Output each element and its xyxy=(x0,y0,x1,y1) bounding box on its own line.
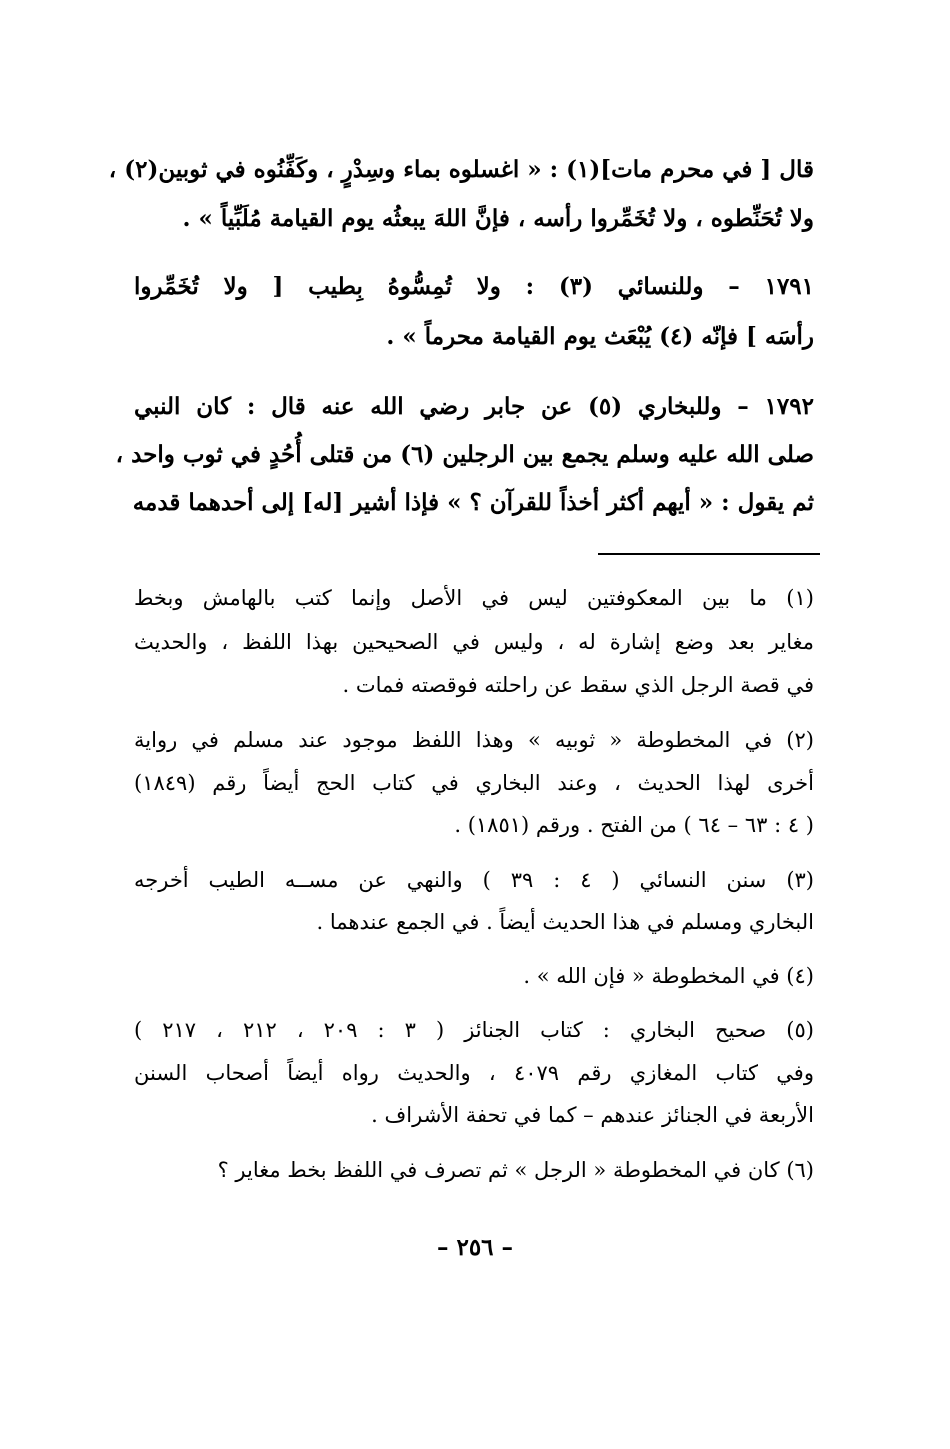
footnote-line: البخاري ومسلم في هذا الحديث أيضاً . في الجمع عندهما . xyxy=(316,910,814,934)
main-text-line: ثم يقول : « أيهم أكثر أخذاً للقرآن ؟ » فإذا أشير [له] إلى أحدهما قدمه xyxy=(132,489,814,516)
footnote-line: (٣) سنن النسائي ( ٤ : ٣٩ ) والنهي عن مســه الطيب أخرجه xyxy=(134,868,814,892)
footnote-line: (٥) صحيح البخاري : كتاب الجنائز ( ٣ : ٢٠٩ ، ٢١٢ ، ٢١٧ ) xyxy=(134,1018,814,1042)
main-text-line: قال [ في محرم مات](١) : « اغسلوه بماء وسِدْرٍ ، وكَفِّنُوه في ثوبين(٢) ، xyxy=(108,156,814,183)
main-text-line: ١٧٩١ – وللنسائي (٣) : ولا تُمِسُّوهُ بِطيب [ ولا تُخَمِّروا xyxy=(134,273,815,300)
footnote-line: ( ٤ : ٦٣ – ٦٤ ) من الفتح . ورقم (١٨٥١) . xyxy=(454,813,814,837)
footnote-line: (٤) في المخطوطة « فإن الله » . xyxy=(523,964,814,988)
main-text-line: ١٧٩٢ – وللبخاري (٥) عن جابر رضي الله عنه قال : كان النبي xyxy=(134,393,814,420)
footnote-line: وفي كتاب المغازي رقم ٤٠٧٩ ، والحديث رواه أيضاً أصحاب السنن xyxy=(134,1061,814,1085)
main-text-line: رأسَه ] فإنّه (٤) يُبْعَث يوم القيامة محرماً » . xyxy=(386,323,814,350)
footnote-line: الأربعة في الجنائز عندهم – كما في تحفة الأشراف . xyxy=(371,1103,814,1127)
footnote-separator xyxy=(598,553,820,555)
footnote-line: أخرى لهذا الحديث ، وعند البخاري في كتاب الحج أيضاً رقم (١٨٤٩) xyxy=(134,771,814,795)
footnote-line: في قصة الرجل الذي سقط عن راحلته فوقصته فمات . xyxy=(342,673,814,697)
footnote-line: (٢) في المخطوطة « ثوبيه » وهذا اللفظ موجود عند مسلم في رواية xyxy=(134,728,814,752)
footnote-line: (٦) كان في المخطوطة « الرجل » ثم تصرف في اللفظ بخط مغاير ؟ xyxy=(217,1158,814,1182)
main-text-line: ولا تُحَنِّطوه ، ولا تُخَمِّروا رأسه ، فإنَّ اللهَ يبعثُه يوم القيامة مُلَبِّياً » . xyxy=(182,205,814,232)
footnote-line: (١) ما بين المعكوفتين ليس في الأصل وإنما كتب بالهامش وبخط xyxy=(134,586,814,610)
page-number: – ٢٥٦ – xyxy=(436,1234,514,1261)
main-text-line: صلى الله عليه وسلم يجمع بين الرجلين (٦) من قتلى أُحُدٍ في ثوب واحد ، xyxy=(115,441,814,468)
footnote-line: مغاير بعد وضع إشارة له ، وليس في الصحيحين بهذا اللفظ ، والحديث xyxy=(134,630,814,654)
